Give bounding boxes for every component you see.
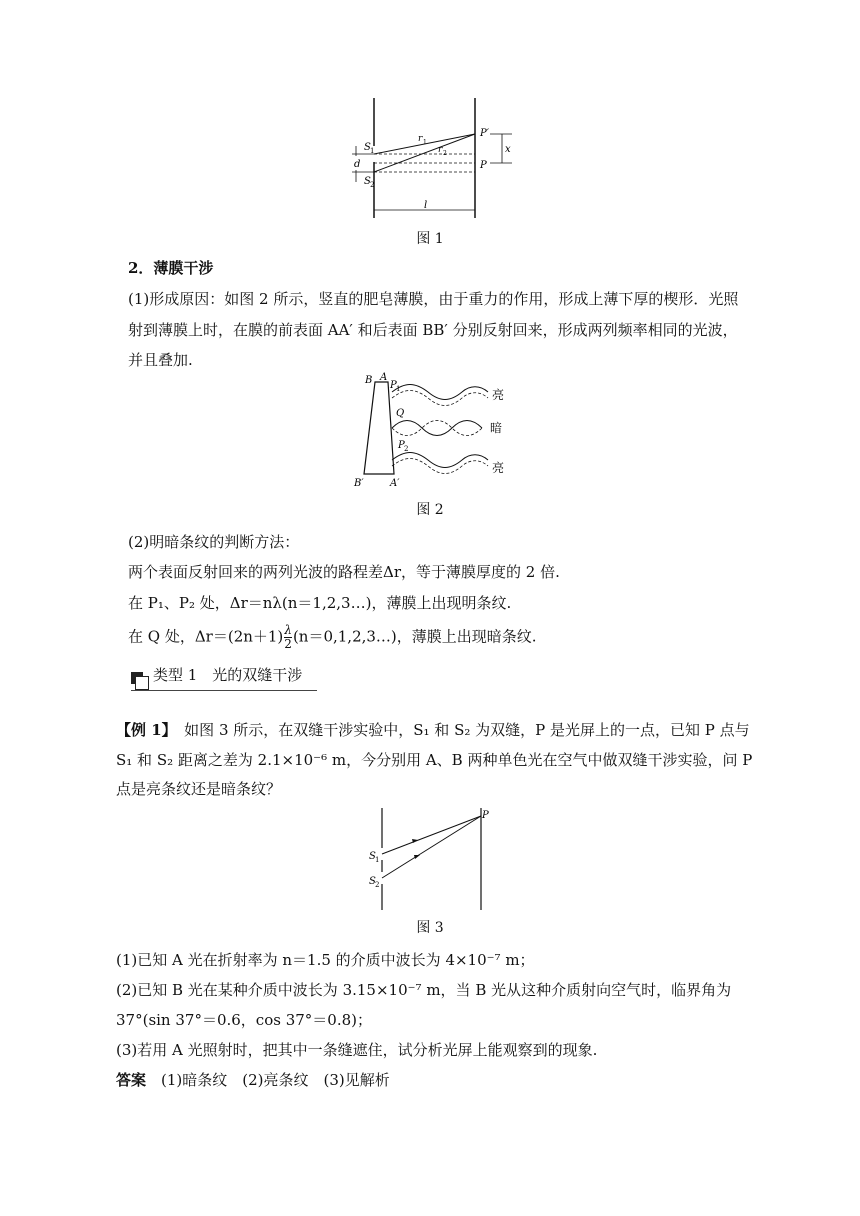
paragraph-line-fraction: 在 Q 处，Δr＝(2n＋1) $\frac{\lambda}{2}$ (n＝0,1,2,3…)，薄膜上出现暗条纹. xyxy=(128,623,537,651)
fig1-s1-label: S xyxy=(364,142,371,153)
fig2-a-label: A xyxy=(380,372,388,383)
figure-2-diagram xyxy=(350,372,510,490)
figure-1-diagram xyxy=(340,98,530,218)
section-heading: 2．薄膜干涉 xyxy=(128,259,214,277)
example-line: 点是亮条纹还是暗条纹？ xyxy=(116,780,282,798)
paragraph-line: 并且叠加. xyxy=(128,351,193,369)
svg-text:1: 1 xyxy=(375,856,380,864)
paragraph-line: 在 P₁、P₂ 处，Δr＝nλ(n＝1,2,3…)，薄膜上出现明条纹. xyxy=(128,594,512,612)
svg-text:2: 2 xyxy=(404,445,409,453)
fig3-s2-label: S xyxy=(369,876,376,887)
svg-text:1: 1 xyxy=(396,385,401,393)
figure-2-caption: 图 2 xyxy=(416,502,444,518)
fig2-bright-label: 亮 xyxy=(492,461,505,475)
fig1-s2-label: S xyxy=(364,176,371,187)
answer-line xyxy=(116,1070,390,1090)
paragraph-line: 两个表面反射回来的两列光波的路程差Δr，等于薄膜厚度的 2 倍. xyxy=(128,563,560,581)
square-icon xyxy=(135,676,149,690)
svg-text:2: 2 xyxy=(443,150,447,157)
section-title: 类型 1 光的双缝干涉 xyxy=(153,666,303,684)
question-line: 37°(sin 37°＝0.6，cos 37°＝0.8)； xyxy=(116,1011,372,1029)
fig2-bright-label: 亮 xyxy=(492,388,505,402)
fig1-r1-label: r xyxy=(418,134,423,144)
question-line: (2)已知 B 光在某种介质中波长为 3.15×10⁻⁷ m，当 B 光从这种介质射向空气时，临界角为 xyxy=(116,981,732,999)
fig3-p-label: P xyxy=(482,810,489,821)
svg-text:2: 2 xyxy=(370,181,375,189)
fig1-p-label: P xyxy=(480,160,487,171)
fig1-x-label: x xyxy=(505,144,511,155)
fraction: $\frac{\lambda}{2}$ xyxy=(284,623,292,651)
example-tag: 【例 1】 xyxy=(116,721,170,739)
example-line: 【例 1】 如图 3 所示，在双缝干涉实验中，S₁ 和 S₂ 为双缝，P 是光屏上的一点，已知 P 点与 xyxy=(116,721,750,739)
fig1-r2-label: r xyxy=(438,145,443,155)
fig1-d-label: d xyxy=(354,159,361,170)
answer-text: (1)暗条纹 (2)亮条纹 (3)见解析 xyxy=(146,1071,390,1089)
fig2-q-label: Q xyxy=(396,408,405,419)
example-line: S₁ 和 S₂ 距离之差为 2.1×10⁻⁶ m，今分别用 A、B 两种单色光在空气中做双缝干涉实验，问 P xyxy=(116,751,753,769)
paragraph-line: (2)明暗条纹的判断方法： xyxy=(128,533,300,551)
fig2-a-prime-label: A′ xyxy=(390,478,400,489)
fig2-dark-label: 暗 xyxy=(490,421,503,435)
question-line: (3)若用 A 光照射时，把其中一条缝遮住，试分析光屏上能观察到的现象. xyxy=(116,1041,598,1059)
paragraph-line: (1)形成原因：如图 2 所示，竖直的肥皂薄膜，由于重力的作用，形成上薄下厚的楔形．光照 xyxy=(128,290,739,308)
figure-3-diagram xyxy=(366,808,496,910)
question-line: (1)已知 A 光在折射率为 n＝1.5 的介质中波长为 4×10⁻⁷ m； xyxy=(116,951,535,969)
fig2-p1-label: P xyxy=(390,380,397,391)
figure-1-caption: 图 1 xyxy=(416,231,444,247)
section-title-bar xyxy=(131,662,317,691)
fig2-b-label: B xyxy=(365,375,373,386)
svg-text:1: 1 xyxy=(370,147,375,155)
fig1-l-label: l xyxy=(424,200,428,211)
fig2-b-prime-label: B′ xyxy=(354,478,364,489)
figure-3-caption: 图 3 xyxy=(416,920,444,936)
answer-label: 答案 xyxy=(116,1071,147,1089)
svg-text:1: 1 xyxy=(423,139,427,146)
svg-text:2: 2 xyxy=(375,881,380,889)
paragraph-line: 射到薄膜上时，在膜的前表面 AA′ 和后表面 BB′ 分别反射回来，形成两列频率相同的光波， xyxy=(128,321,738,339)
fig1-p-prime-label: P′ xyxy=(480,128,489,139)
fig3-s1-label: S xyxy=(369,851,376,862)
fig2-p2-label: P xyxy=(398,440,405,451)
